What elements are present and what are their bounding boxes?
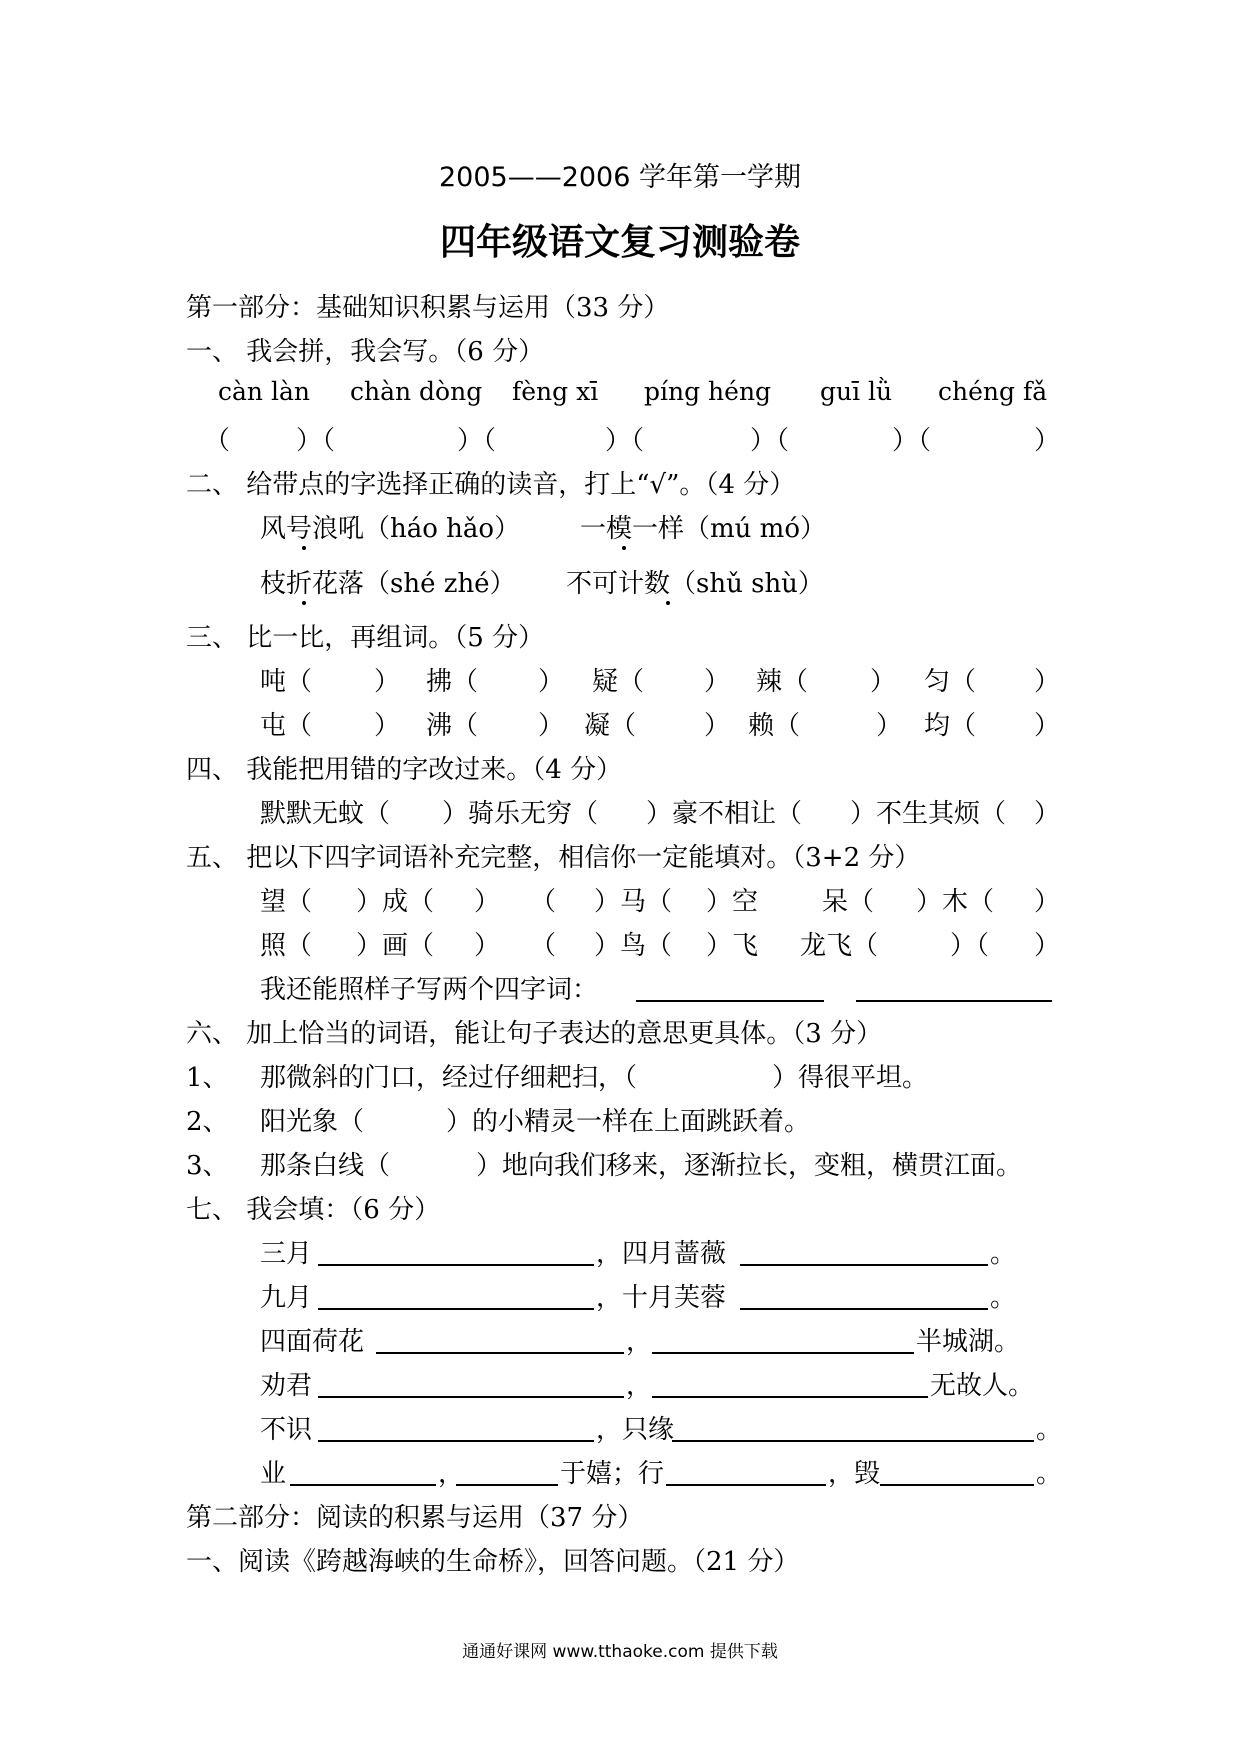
answer-blank[interactable] <box>318 1264 594 1266</box>
poem-text: ， <box>626 1327 653 1357</box>
poem-text: 三月 <box>260 1239 313 1269</box>
q4-item: ）不生其烦（ <box>850 799 1007 829</box>
pinyin-2: chàn dòng <box>350 377 483 406</box>
poem-text: 劝君 <box>260 1371 313 1401</box>
q3-paren: ） <box>538 711 565 741</box>
q3-char: 屯（ <box>260 711 313 741</box>
q4-heading: 四、 我能把用错的字改过来。（4 分） <box>186 755 623 785</box>
part2-q1: 一、阅读《跨越海峡的生命桥》，回答问题。（21 分） <box>186 1547 800 1577</box>
q5-seg: （ <box>530 887 557 917</box>
paren: ）（ <box>457 426 497 456</box>
answer-blank[interactable] <box>856 1000 1052 1002</box>
q3-paren: ） <box>374 711 401 741</box>
q3-char: 匀（ <box>924 667 977 697</box>
q5-seg: ）木（ <box>916 887 995 917</box>
q3-paren: ） <box>1034 711 1061 741</box>
q3-char: 赖（ <box>748 711 801 741</box>
pinyin-6: chéng fǎ <box>938 377 1048 406</box>
answer-blank[interactable] <box>636 1000 824 1002</box>
q5-seg: ） <box>1034 931 1061 961</box>
pinyin-3: fèng xī <box>512 377 599 406</box>
part2-heading: 第二部分：阅读的积累与运用（37 分） <box>186 1503 644 1533</box>
q5-seg: 照（ <box>260 931 313 961</box>
q1-heading: 一、 我会拼，我会写。（6 分） <box>186 337 545 367</box>
poem-text: ，十月芙蓉 <box>596 1283 727 1313</box>
q5-seg: ）成（ <box>356 887 435 917</box>
q4-item: 默默无蚊（ <box>260 799 391 829</box>
q6-sentence: 那微斜的门口，经过仔细耙扫，（ <box>260 1063 638 1093</box>
q5-seg: ）马（ <box>594 887 673 917</box>
poem-text: 半城湖。 <box>916 1327 1021 1357</box>
poem-text: 无故人。 <box>930 1371 1035 1401</box>
q2-item-1: 风号浪吼（háo hǎo） <box>260 514 521 544</box>
answer-blank[interactable] <box>376 1352 624 1354</box>
paren: ）（ <box>296 426 336 456</box>
q6-num: 1、 <box>186 1063 229 1093</box>
paren: ） <box>1034 426 1061 456</box>
paren: ）（ <box>892 426 932 456</box>
poem-text: 业 <box>260 1459 287 1489</box>
q5-seg: ） <box>474 887 501 917</box>
q4-item: ） <box>1034 799 1061 829</box>
answer-blank[interactable] <box>672 1440 1034 1442</box>
q6-sentence: ）的小精灵一样在上面跳跃着。 <box>446 1107 811 1137</box>
answer-blank[interactable] <box>740 1264 988 1266</box>
exam-term: 2005——2006 学年第一学期 <box>438 162 801 193</box>
q5-seg: 龙飞（ <box>800 931 879 961</box>
poem-text: ，毁 <box>828 1459 881 1489</box>
q3-char: 均（ <box>924 711 977 741</box>
answer-blank[interactable] <box>290 1484 436 1486</box>
poem-text: 不识 <box>260 1415 313 1445</box>
poem-text: ， <box>626 1371 653 1401</box>
footer-credit: 通通好课网 www.tthaoke.com 提供下载 <box>462 1642 778 1662</box>
q5-seg: ）空 <box>706 887 759 917</box>
q3-paren: ） <box>538 667 565 697</box>
answer-blank[interactable] <box>456 1484 558 1486</box>
q2-item-4: 不可计数（shǔ shù） <box>566 569 824 599</box>
q7-heading: 七、 我会填：（6 分） <box>186 1195 441 1225</box>
q3-paren: ） <box>1034 667 1061 697</box>
q6-sentence: 阳光象（ <box>260 1107 365 1137</box>
q3-paren: ） <box>876 711 903 741</box>
paren: ）（ <box>605 426 645 456</box>
q5-seg: ） <box>1034 887 1061 917</box>
q3-char: 凝（ <box>584 711 637 741</box>
q6-sentence: ）得很平坦。 <box>772 1063 929 1093</box>
pinyin-5: guī lǜ <box>820 377 893 406</box>
emphasis-dot <box>622 546 626 550</box>
answer-blank[interactable] <box>318 1440 594 1442</box>
q3-heading: 三、 比一比，再组词。（5 分） <box>186 623 545 653</box>
q5-seg: ）（ <box>950 931 990 961</box>
q3-char: 拂（ <box>426 667 479 697</box>
q3-char: 辣（ <box>756 667 809 697</box>
q6-num: 3、 <box>186 1151 229 1181</box>
answer-blank[interactable] <box>880 1484 1034 1486</box>
q4-item: ）豪不相让（ <box>646 799 803 829</box>
q5-seg: ）飞 <box>706 931 759 961</box>
q5-extra: 我还能照样子写两个四字词： <box>260 975 599 1005</box>
q2-item-2: 一模一样（mú mó） <box>580 514 826 544</box>
poem-text: 九月 <box>260 1283 313 1313</box>
q3-paren: ） <box>374 667 401 697</box>
answer-blank[interactable] <box>666 1484 826 1486</box>
q5-seg: 望（ <box>260 887 313 917</box>
exam-title: 四年级语文复习测验卷 <box>439 222 800 263</box>
emphasis-dot <box>666 601 670 605</box>
q5-seg: ）鸟（ <box>594 931 673 961</box>
poem-text: ， <box>438 1459 465 1489</box>
pinyin-4: píng héng <box>644 377 772 406</box>
q6-sentence: 那条白线（ <box>260 1151 391 1181</box>
q6-heading: 六、 加上恰当的词语，能让句子表达的意思更具体。（3 分） <box>186 1019 883 1049</box>
answer-blank[interactable] <box>652 1352 914 1354</box>
q5-seg: ） <box>474 931 501 961</box>
q5-heading: 五、 把以下四字词语补充完整，相信你一定能填对。（3+2 分） <box>186 843 921 873</box>
paren: （ <box>204 426 231 456</box>
poem-text: ，只缘 <box>596 1415 675 1445</box>
q6-num: 2、 <box>186 1107 229 1137</box>
poem-text: 。 <box>990 1239 1017 1269</box>
poem-text: 。 <box>1036 1415 1063 1445</box>
pinyin-1: càn làn <box>218 377 310 406</box>
poem-text: 。 <box>990 1283 1017 1313</box>
q3-char: 吨（ <box>260 667 313 697</box>
q5-seg: ）画（ <box>356 931 435 961</box>
q6-sentence: ）地向我们移来，逐渐拉长，变粗，横贯江面。 <box>476 1151 1023 1181</box>
q4-item: ）骑乐无穷（ <box>442 799 599 829</box>
q3-paren: ） <box>704 667 731 697</box>
answer-blank[interactable] <box>318 1396 624 1398</box>
q3-char: 沸（ <box>426 711 479 741</box>
poem-text: ，四月蔷薇 <box>596 1239 727 1269</box>
paren: ）（ <box>750 426 790 456</box>
answer-blank[interactable] <box>318 1308 594 1310</box>
q3-paren: ） <box>704 711 731 741</box>
emphasis-dot <box>302 546 306 550</box>
q3-paren: ） <box>870 667 897 697</box>
poem-text: 于嬉；行 <box>560 1459 665 1489</box>
q2-item-3: 枝折花落（shé zhé） <box>260 569 516 599</box>
q2-heading: 二、 给带点的字选择正确的读音，打上“√”。（4 分） <box>186 470 796 500</box>
q5-seg: 呆（ <box>822 887 875 917</box>
answer-blank[interactable] <box>740 1308 988 1310</box>
emphasis-dot <box>302 601 306 605</box>
q5-seg: （ <box>530 931 557 961</box>
answer-blank[interactable] <box>652 1396 928 1398</box>
part1-heading: 第一部分：基础知识积累与运用（33 分） <box>186 293 670 323</box>
q3-char: 疑（ <box>592 667 645 697</box>
poem-text: 四面荷花 <box>260 1327 365 1357</box>
poem-text: 。 <box>1036 1459 1063 1489</box>
